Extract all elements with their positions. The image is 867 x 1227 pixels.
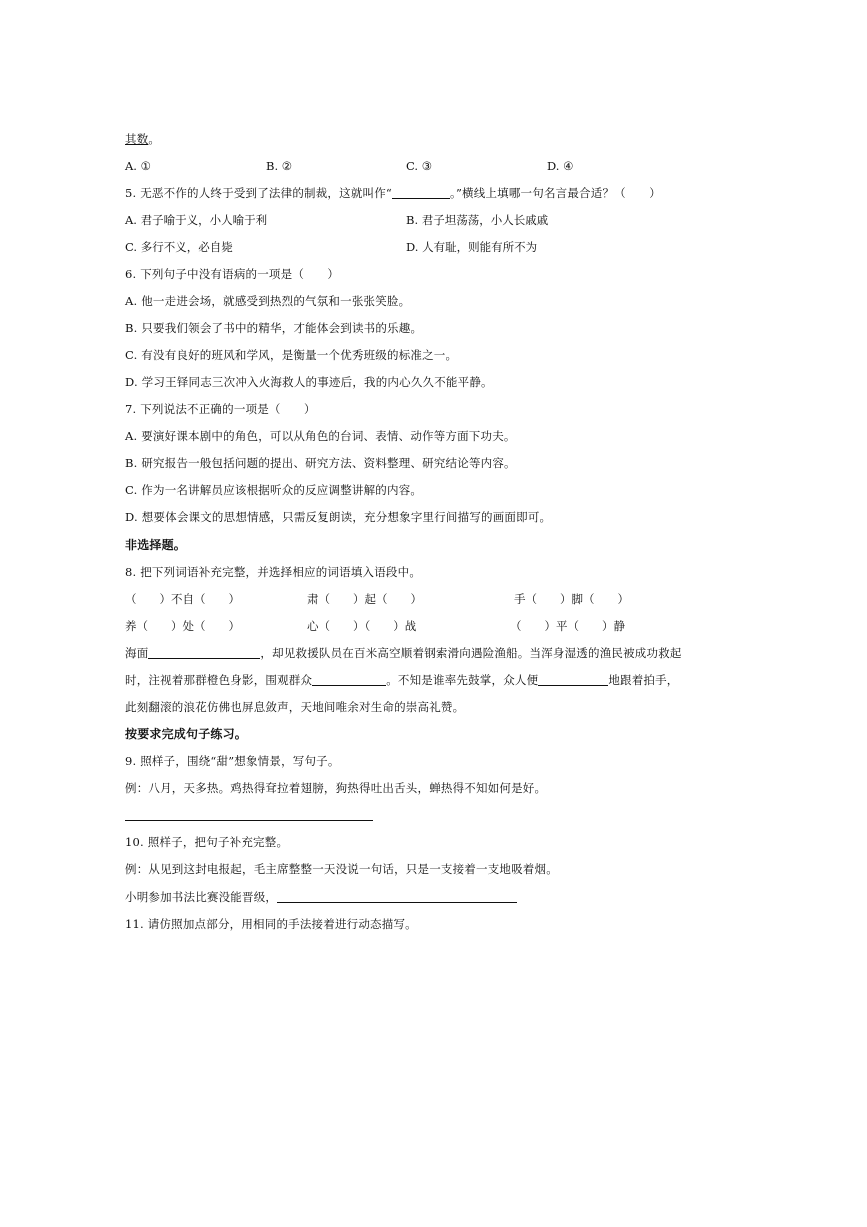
q5-stem-part-b: 。”横线上填哪一句名言最合适？（ ） <box>450 186 661 200</box>
q5-stem-part-a: 5. 无恶不作的人终于受到了法律的制裁，这就叫作“ <box>125 186 393 200</box>
q4-option-d: D. ④ <box>547 159 574 173</box>
q8-paragraph-line-1 <box>125 645 682 661</box>
q5-option-a: A. 君子喻于义，小人喻于利 <box>125 213 268 227</box>
q11-stem: 11. 请仿照加点部分，用相同的手法接着进行动态描写。 <box>125 917 417 931</box>
q7-option-d: D. 想要体会课文的思想情感，只需反复朗读，充分想象字里行间描写的画面即可。 <box>125 510 552 524</box>
q7-stem: 7. 下列说法不正确的一项是（ ） <box>125 402 316 416</box>
q6-option-a: A. 他一走进会场，就感受到热烈的气氛和一张张笑脸。 <box>125 294 411 308</box>
q6-option-b: B. 只要我们领会了书中的精华，才能体会到读书的乐趣。 <box>125 321 423 335</box>
q8-word-3: 手（ ）脚（ ） <box>514 592 629 606</box>
section-heading-sentence-practice: 按要求完成句子练习。 <box>125 727 248 741</box>
q8-blank-1[interactable] <box>148 646 260 659</box>
q8-paragraph-line-3: 此刻翻滚的浪花仿佛也屏息敛声，天地间唯余对生命的崇高礼赞。 <box>125 700 465 714</box>
q6-option-d: D. 学习王铎同志三次冲入火海救人的事迹后，我的内心久久不能平静。 <box>125 375 493 389</box>
q8-blank-3[interactable] <box>538 673 608 686</box>
q8-p2-a: 时，注视着那群橙色身影，围观群众 <box>125 673 313 687</box>
q8-blank-2[interactable] <box>312 673 386 686</box>
q5-option-d: D. 人有耻，则能有所不为 <box>406 240 538 254</box>
section-heading-non-choice: 非选择题。 <box>125 538 187 552</box>
q4-option-a: A. ① <box>125 159 151 173</box>
q5-answer-blank[interactable] <box>392 186 450 199</box>
q8-p2-c: 地跟着拍手， <box>608 673 679 687</box>
q9-example: 例：八月，天多热。鸡热得耷拉着翅膀，狗热得吐出舌头，蝉热得不知如何是好。 <box>125 781 547 795</box>
q8-word-2: 肃（ ）起（ ） <box>307 592 422 606</box>
q8-p2-b: 。不知是谁率先鼓掌，众人便 <box>386 673 539 687</box>
q9-answer-line[interactable] <box>125 820 373 821</box>
q6-stem: 6. 下列句子中没有语病的一项是（ ） <box>125 267 340 281</box>
intro-underlined-text: 其数 <box>125 132 149 146</box>
intro-line <box>125 131 160 147</box>
q7-option-a: A. 要演好课本剧中的角色，可以从角色的台词、表情、动作等方面下功夫。 <box>125 429 516 443</box>
q8-word-5: 心（ ）（ ）战 <box>307 619 417 633</box>
q10-stem: 10. 照样子，把句子补充完整。 <box>125 835 289 849</box>
q4-option-c: C. ③ <box>406 159 433 173</box>
q9-stem: 9. 照样子，围绕“甜”想象情景，写句子。 <box>125 754 340 768</box>
q10-prompt: 小明参加书法比赛没能晋级， <box>125 890 278 904</box>
q5-option-c: C. 多行不义，必自毙 <box>125 240 233 254</box>
q8-stem: 8. 把下列词语补充完整，并选择相应的词语填入语段中。 <box>125 565 422 579</box>
q10-example: 例：从见到这封电报起，毛主席整整一天没说一句话，只是一支接着一支地吸着烟。 <box>125 862 558 876</box>
q10-prompt-line <box>125 889 517 905</box>
q7-option-b: B. 研究报告一般包括问题的提出、研究方法、资料整理、研究结论等内容。 <box>125 456 516 470</box>
q8-word-1: （ ）不自（ ） <box>125 592 240 606</box>
q7-option-c: C. 作为一名讲解员应该根据听众的反应调整讲解的内容。 <box>125 483 423 497</box>
q8-word-6: （ ）平（ ）静 <box>510 619 625 633</box>
q8-p1-b: ，却见救援队员在百米高空顺着钢索滑向遇险渔船。当浑身湿透的渔民被成功救起 <box>260 646 682 660</box>
q10-answer-blank[interactable] <box>277 890 517 903</box>
q5-stem <box>125 185 661 201</box>
q8-p1-a: 海面 <box>125 646 149 660</box>
q5-option-b: B. 君子坦荡荡，小人长戚戚 <box>406 213 549 227</box>
q6-option-c: C. 有没有良好的班风和学风，是衡量一个优秀班级的标准之一。 <box>125 348 458 362</box>
q8-paragraph-line-2 <box>125 672 679 688</box>
q8-word-4: 养（ ）处（ ） <box>125 619 240 633</box>
intro-end: 。 <box>148 132 161 146</box>
q4-option-b: B. ② <box>266 159 293 173</box>
